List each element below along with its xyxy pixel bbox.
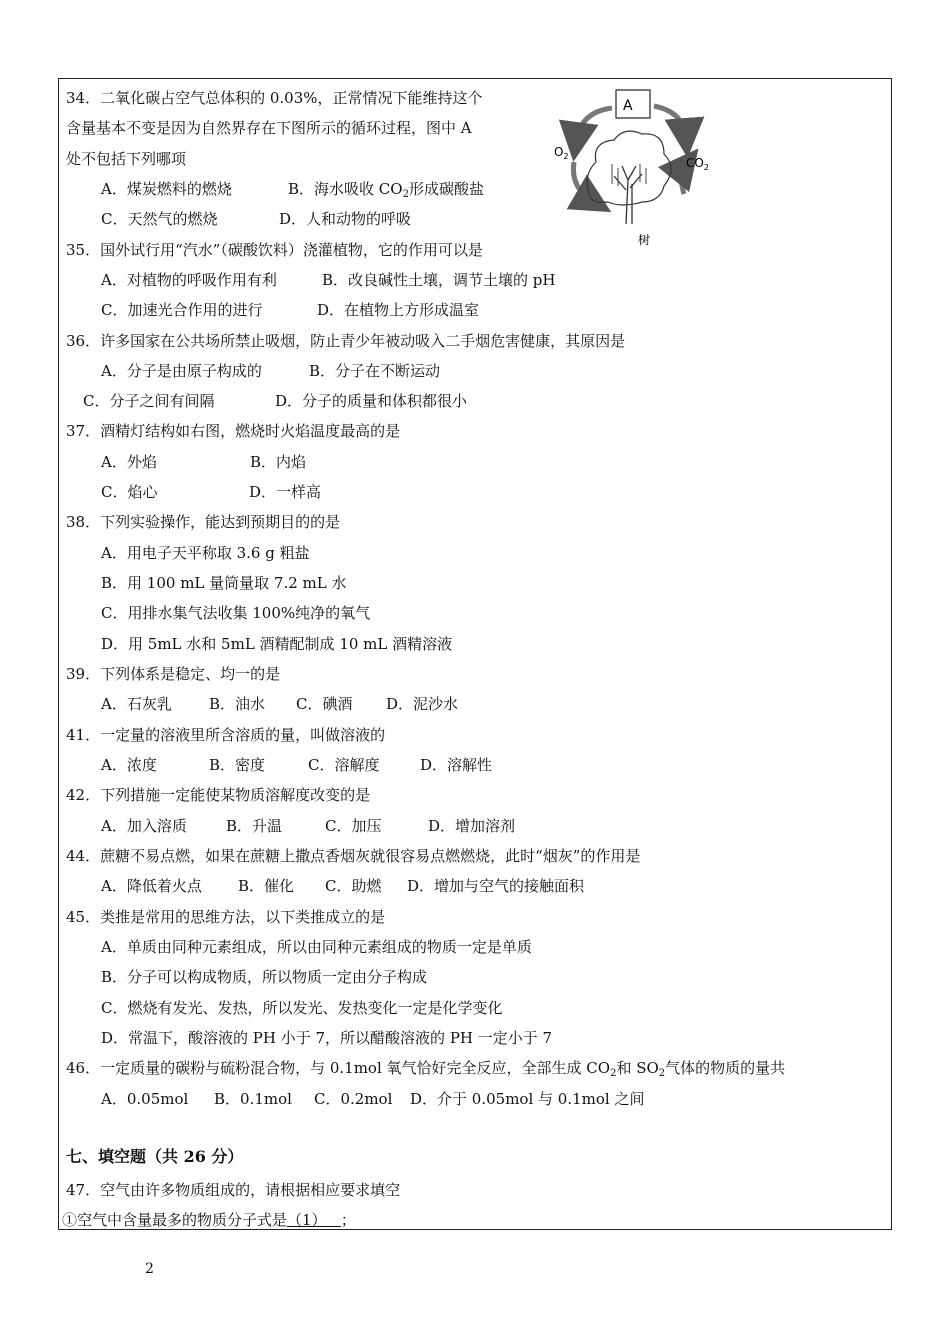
q35-stem: 35．国外试行用“汽水”（碳酸饮料）浇灌植物，它的作用可以是 xyxy=(66,241,483,259)
tree-icon xyxy=(587,131,671,224)
q39-option-c: C．碘酒 xyxy=(296,695,353,713)
q37-option-c: C．焰心 xyxy=(101,483,158,501)
q47-stem: 47．空气由许多物质组成的，请根据相应要求填空 xyxy=(66,1181,401,1199)
q42-option-d: D．增加溶剂 xyxy=(428,817,516,835)
q38-option-d: D．用 5mL 水和 5mL 酒精配制成 10 mL 酒精溶液 xyxy=(101,635,453,653)
q44-option-d: D．增加与空气的接触面积 xyxy=(407,877,585,895)
q35-option-c: C．加速光合作用的进行 xyxy=(101,301,263,319)
q37-stem: 37．酒精灯结构如右图，燃烧时火焰温度最高的是 xyxy=(66,422,401,440)
carbon-cycle-diagram xyxy=(552,84,722,254)
q36-option-d: D．分子的质量和体积都很小 xyxy=(275,392,468,410)
q37-option-a: A．外焰 xyxy=(101,453,157,471)
q34-stem-line1: 34．二氧化碳占空气总体积的 0.03%，正常情况下能维持这个 xyxy=(66,89,483,107)
q37-option-b: B．内焰 xyxy=(250,453,307,471)
q36-stem: 36．许多国家在公共场所禁止吸烟，防止青少年被动吸入二手烟危害健康，其原因是 xyxy=(66,332,626,350)
q44-option-a: A．降低着火点 xyxy=(101,877,202,895)
q36-option-c: C．分子之间有间隔 xyxy=(83,392,215,410)
q45-option-c: C．燃烧有发光、发热，所以发光、发热变化一定是化学变化 xyxy=(101,999,503,1017)
q44-option-c: C．助燃 xyxy=(325,877,382,895)
tree-label: 树 xyxy=(638,233,651,247)
q34-stem-line2: 含量基本不变是因为自然界存在下图所示的循环过程，图中 A xyxy=(66,119,472,137)
answer-blank-1[interactable]: （1） xyxy=(287,1211,327,1229)
q41-option-c: C．溶解度 xyxy=(308,756,380,774)
cycle-arrow-top-left xyxy=(576,108,612,142)
q46-option-a: A．0.05mol xyxy=(101,1090,189,1108)
q42-stem: 42．下列措施一定能使某物质溶解度改变的是 xyxy=(66,786,371,804)
q46-option-d: D．介于 0.05mol 与 0.1mol 之间 xyxy=(410,1090,645,1108)
q41-option-b: B．密度 xyxy=(209,756,266,774)
co2-label: $CO_2$ xyxy=(686,156,709,172)
q45-option-d: D．常温下，酸溶液的 PH 小于 7，所以醋酸溶液的 PH 一定小于 7 xyxy=(101,1029,553,1047)
page-number: 2 xyxy=(145,1261,154,1277)
q44-stem: 44．蔗糖不易点燃，如果在蔗糖上撒点香烟灰就很容易点燃燃烧，此时“烟灰”的作用是 xyxy=(66,847,641,865)
q36-option-b: B．分子在不断运动 xyxy=(309,362,441,380)
q34-option-d: D．人和动物的呼吸 xyxy=(279,210,412,228)
q35-option-d: D．在植物上方形成温室 xyxy=(317,301,480,319)
q41-option-d: D．溶解性 xyxy=(420,756,493,774)
q35-option-b: B．改良碱性土壤，调节土壤的 pH xyxy=(322,271,556,289)
q38-option-c: C．用排水集气法收集 100%纯净的氧气 xyxy=(101,604,371,622)
q46-stem: 46．一定质量的碳粉与硫粉混合物，与 0.1mol 氧气恰好完全反应，全部生成 $CO_2$和 $SO_2$气体的物质的量共 xyxy=(66,1059,786,1079)
q35-option-a: A．对植物的呼吸作用有利 xyxy=(101,271,277,289)
section-7-title: 七、填空题（共 26 分） xyxy=(66,1147,244,1166)
q39-option-a: A．石灰乳 xyxy=(101,695,172,713)
cycle-arrow-top-right xyxy=(654,106,686,138)
q47-item-1: ①空气中含量最多的物质分子式是（1） ； xyxy=(62,1211,356,1229)
q45-stem: 45．类推是常用的思维方法，以下类推成立的是 xyxy=(66,908,386,926)
q42-option-a: A．加入溶质 xyxy=(101,817,187,835)
q38-option-a: A．用电子天平称取 3.6 g 粗盐 xyxy=(101,544,310,562)
q41-stem: 41．一定量的溶液里所含溶质的量，叫做溶液的 xyxy=(66,726,386,744)
q46-option-c: C．0.2mol xyxy=(314,1090,393,1108)
q34-stem-line3: 处不包括下列哪项 xyxy=(66,150,187,168)
q38-stem: 38．下列实验操作，能达到预期目的的是 xyxy=(66,513,341,531)
q34-option-b: B．海水吸收 $CO_2$形成碳酸盐 xyxy=(288,180,484,200)
q45-option-b: B．分子可以构成物质，所以物质一定由分子构成 xyxy=(101,968,428,986)
q34-option-c: C．天然气的燃烧 xyxy=(101,210,218,228)
o2-label: $O_2$ xyxy=(554,145,569,161)
q38-option-b: B．用 100 mL 量筒量取 7.2 mL 水 xyxy=(101,574,347,592)
q36-option-a: A．分子是由原子构成的 xyxy=(101,362,262,380)
q37-option-d: D．一样高 xyxy=(249,483,322,501)
q44-option-b: B．催化 xyxy=(238,877,295,895)
q46-option-b: B．0.1mol xyxy=(214,1090,292,1108)
q45-option-a: A．单质由同种元素组成，所以由同种元素组成的物质一定是单质 xyxy=(101,938,532,956)
q34-option-a: A．煤炭燃料的燃烧 xyxy=(101,180,232,198)
q42-option-b: B．升温 xyxy=(226,817,283,835)
diagram-box-a xyxy=(616,90,650,118)
q39-option-b: B．油水 xyxy=(209,695,266,713)
diagram-box-label: A xyxy=(623,98,633,114)
q41-option-a: A．浓度 xyxy=(101,756,157,774)
q42-option-c: C．加压 xyxy=(325,817,382,835)
q39-option-d: D．泥沙水 xyxy=(386,695,459,713)
q39-stem: 39．下列体系是稳定、均一的是 xyxy=(66,665,281,683)
